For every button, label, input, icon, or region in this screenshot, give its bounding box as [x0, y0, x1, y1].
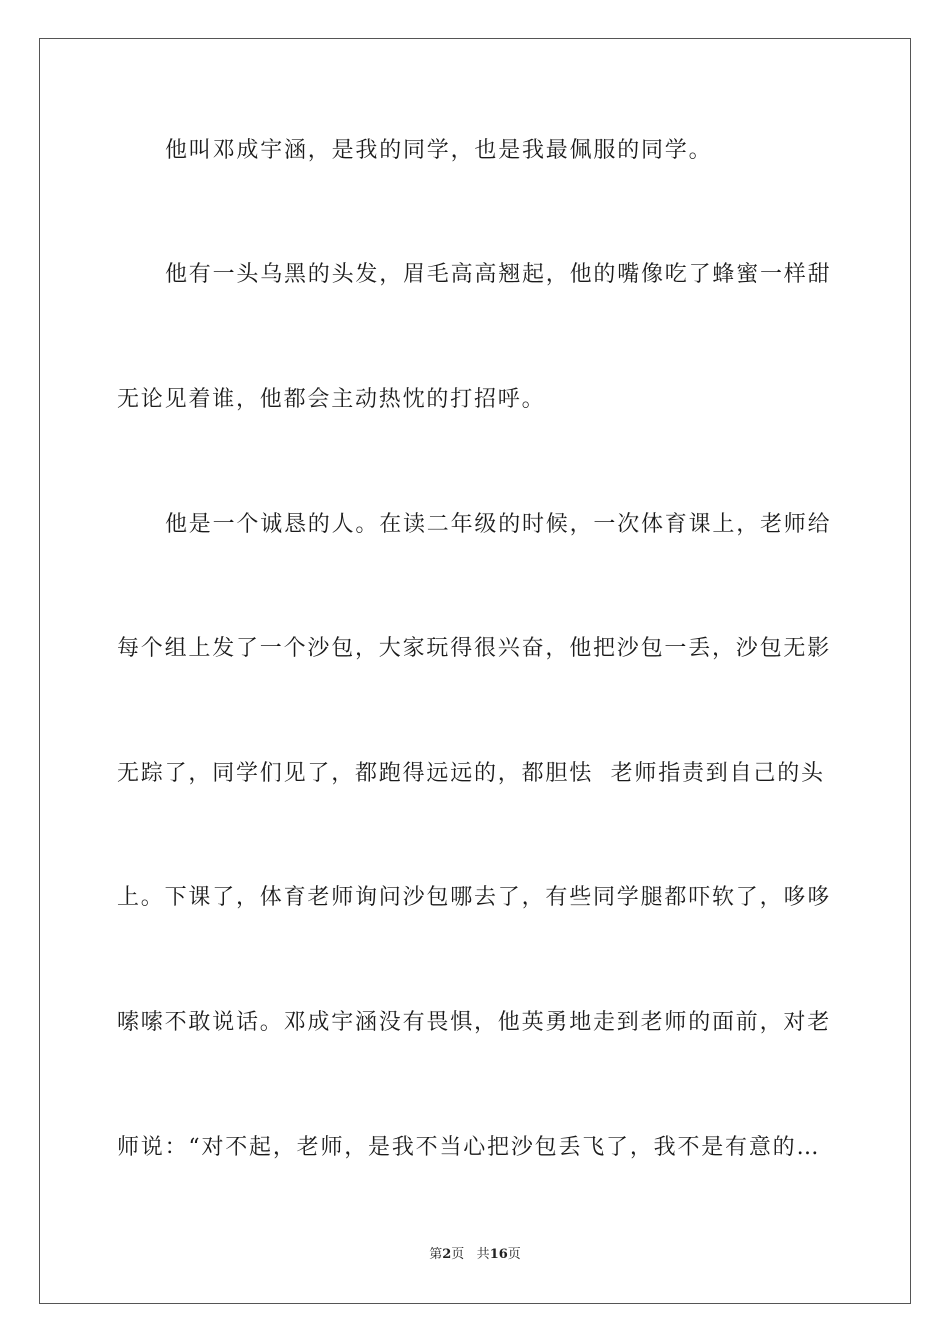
- paragraph-line: 无踪了，同学们见了，都跑得远远的，都胆怯 老师指责到自己的头: [117, 761, 825, 786]
- page-footer: [0, 1246, 950, 1264]
- total-suffix: 页: [507, 1247, 521, 1262]
- paragraph-line: 他叫邓成宇涵，是我的同学，也是我最佩服的同学。: [165, 138, 713, 163]
- paragraph-line: 师说：“对不起，老师，是我不当心把沙包丢飞了，我不是有意的…: [117, 1135, 821, 1160]
- paragraph-line: 嗦嗦不敢说话。邓成宇涵没有畏惧，他英勇地走到老师的面前，对老: [117, 1010, 832, 1035]
- total-prefix: 共: [476, 1247, 490, 1262]
- paragraph-line: 无论见着谁，他都会主动热忱的打招呼。: [117, 387, 546, 412]
- page-suffix: 页: [451, 1247, 465, 1262]
- paragraph-line: 他是一个诚恳的人。在读二年级的时候，一次体育课上，老师给: [165, 512, 832, 537]
- page-frame: [39, 38, 911, 1304]
- total-pages: 16: [489, 1247, 508, 1262]
- page-prefix: 第: [429, 1247, 443, 1262]
- paragraph-line: 他有一头乌黑的头发，眉毛高高翘起，他的嘴像吃了蜂蜜一样甜: [165, 262, 832, 287]
- paragraph-line: 每个组上发了一个沙包，大家玩得很兴奋，他把沙包一丢，沙包无影: [117, 636, 832, 661]
- paragraph-line: 上。下课了，体育老师询问沙包哪去了，有些同学腿都吓软了，哆哆: [117, 885, 832, 910]
- page-number: 2: [442, 1247, 452, 1262]
